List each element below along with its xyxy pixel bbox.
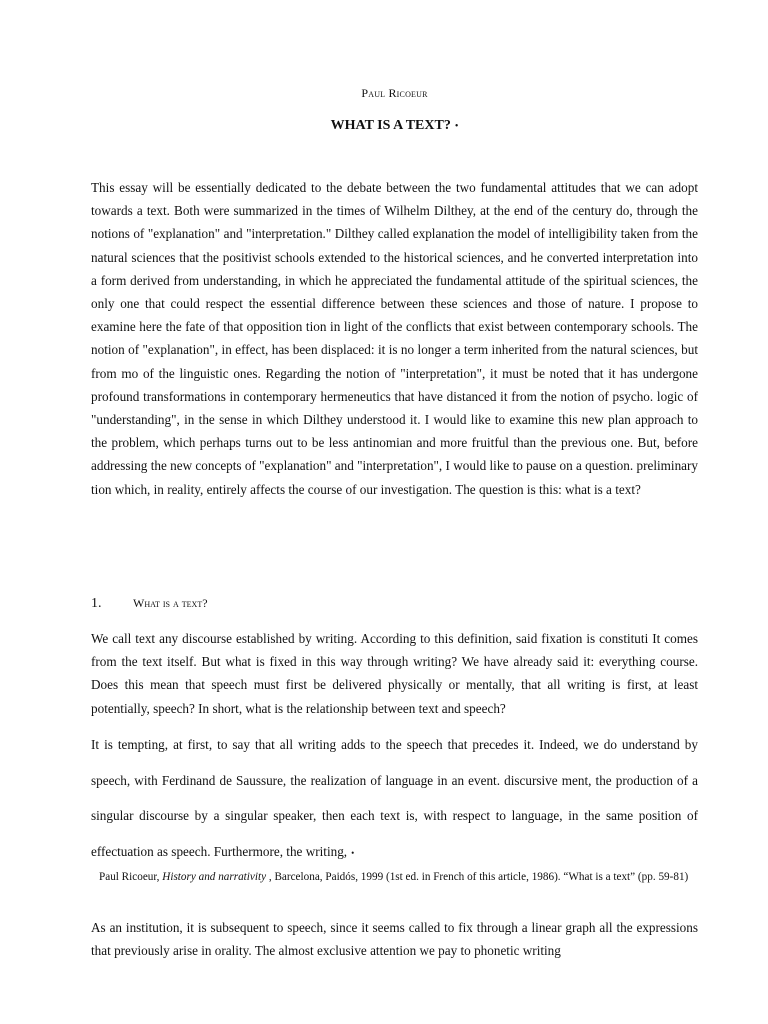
section-heading <box>91 595 698 612</box>
section-title: What is a text? <box>133 596 208 610</box>
footnote-mark: • <box>351 847 355 858</box>
section-paragraph-1: We call text any discourse established by writing. According to this definition, said fixation is constituti It comes from the text itself. But what is fixed in this way through writing? We have already said it: everything course. Does this mean that speech must first be delivered physically or mentally, that all writing is first, at least potentially, speech? In short, what is the relationship between text and speech? <box>91 631 698 716</box>
continuation-paragraph: As an institution, it is subsequent to speech, since it seems called to fix through a linear graph all the expressions that previously arise in orality. The almost exclusive attention we pay to phonetic writing <box>91 920 698 959</box>
title-text: WHAT IS A TEXT? <box>330 118 451 133</box>
document-page <box>91 0 698 1024</box>
intro-paragraph: This essay will be essentially dedicated to the debate between the two fundamental attitudes that we can adopt towards a text. Both were summarized in the times of Wilhelm Dilthey, at the end of the century do, through the notions of "explanation" and "interpretation." Dilthey called explanation the model of intelligibility taken from the natural sciences that the positivist schools extended to the historical sciences, and he converted interpretation into a form derived from understanding, in which he appreciated the fundamental attitude of the spiritual sciences, the only one that could respect the essential difference between these sciences and those of nature. I propose to examine here the fate of that opposition tion in light of the conflicts that exist between contemporary schools. The notion of "explanation", in effect, has been displaced: it is no longer a term inherited from the natural sciences, but from mo of the linguistic ones. Regarding the notion of "interpretation", it must be noted that it has undergone profound transformations in contemporary hermeneutics that have distanced it from the notion of psycho. logic of "understanding", in the sense in which Dilthey understood it. I would like to examine this new plan approach to the problem, which perhaps turns out to be less antinomian and more fruitful than the previous one. But, before addressing the new concepts of "explanation" and "interpretation", I would like to pause on a question. preliminary tion which, in reality, entirely affects the course of our investigation. The question is this: what is a text? <box>91 180 698 497</box>
footnote <box>91 870 698 884</box>
section-number: 1. <box>91 596 102 611</box>
title-footnote-mark: • <box>454 121 459 132</box>
document-title <box>91 118 698 134</box>
section-paragraph-2 <box>91 727 698 871</box>
footnote-details: , Barcelona, Paidós, 1999 (1st ed. in French of this article, 1986). “What is a text” (pp. 59-81) <box>268 871 689 883</box>
footnote-author: Paul Ricoeur, <box>99 871 160 883</box>
author-name: Paul Ricoeur <box>361 86 428 100</box>
section-paragraph-2-text: It is tempting, at first, to say that all writing adds to the speech that precedes it. Indeed, we do understand by speech, with Ferdinand de Saussure, the realization of language in an event. discursive ment, the production of a singular discourse by a singular speaker, then each text is, with respect to language, in the same position of effectuation as speech. Furthermore, the writing, <box>91 737 698 859</box>
footnote-book-title: History and narrativity <box>162 871 267 883</box>
